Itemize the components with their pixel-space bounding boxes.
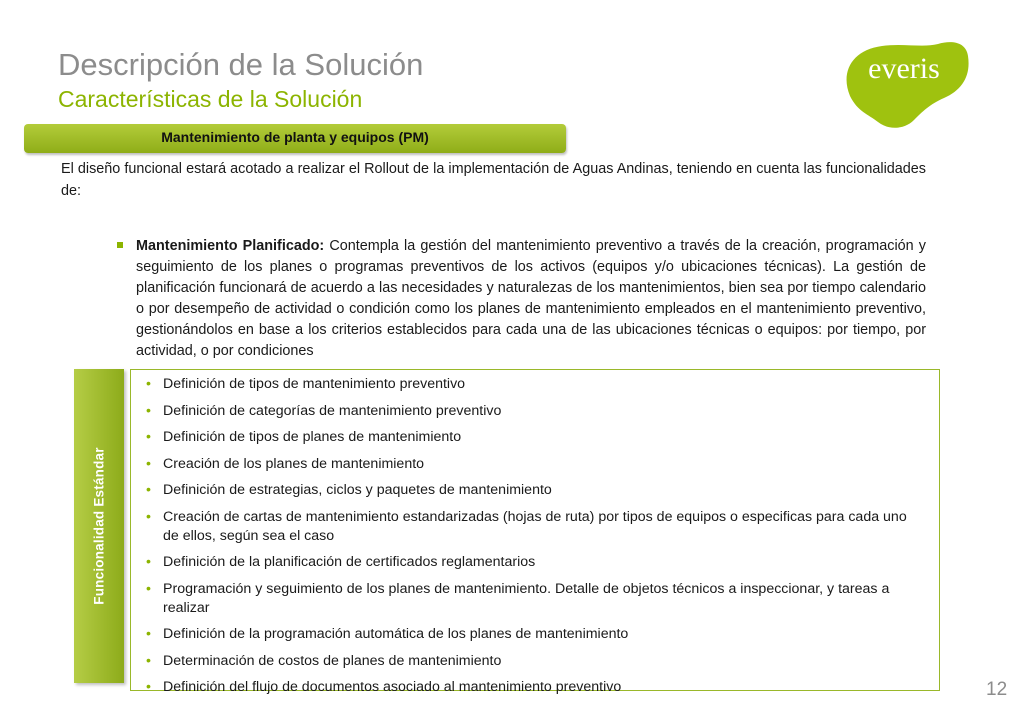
everis-logo-shape [838,38,972,130]
page-subtitle: Características de la Solución [58,86,363,112]
planned-maintenance-heading: Mantenimiento Planificado: [136,238,325,254]
planned-maintenance-body: Contempla la gestión del mantenimiento preventivo a través de la creación, programación y seguimiento de los planes o programas preventivos de los activos (equipos y/o ubicaciones técnicas). La gestión de planificación funcionará de acuerdo a las necesidades y naturalezas de los mantenimientos, bien sea por tiempo calendario o por desempeño de actividad o condición como los planes de mantenimiento empleados en el mantenimiento preventivo, gestionándolos en base a los criterios establecidos para cada una de las ubicaciones técnicas o equipos: por tiempo, por actividad, o por condiciones [136,238,926,359]
logo-text: everis [868,52,940,85]
list-item: • Programación y seguimiento de los planes de mantenimiento. Detalle de objetos técnicos a inspeccionar, y tareas a realizar [146,580,919,618]
list-item: • Definición de la planificación de certificados reglamentarios [146,553,919,572]
standard-functionality-label: Funcionalidad Estándar [91,447,107,605]
page-number: 12 [986,679,1008,700]
planned-maintenance-block [117,236,926,362]
list-item: • Definición de la programación automática de los planes de mantenimiento [146,625,919,644]
list-item: • Creación de cartas de mantenimiento estandarizadas (hojas de ruta) por tipos de equipos o especificas para cada uno de ellos, según sea el caso [146,508,919,546]
list-item: • Definición de categorías de mantenimiento preventivo [146,402,919,421]
everis-logo [838,38,972,130]
list-item: • Definición de tipos de planes de mantenimiento [146,428,919,447]
list-item: • Determinación de costos de planes de mantenimiento [146,652,919,671]
list-item: • Definición de tipos de mantenimiento preventivo [146,375,919,394]
square-bullet-icon [117,242,123,248]
planned-maintenance-text [136,236,926,362]
standard-functionality-tab [74,369,124,683]
page-title: Descripción de la Solución [58,47,424,82]
list-item: • Definición de estrategias, ciclos y paquetes de mantenimiento [146,481,919,500]
intro-paragraph: El diseño funcional estará acotado a realizar el Rollout de la implementación de Aguas Andinas, teniendo en cuenta las funcionalidades de: [61,161,926,199]
section-header-bar: Mantenimiento de planta y equipos (PM) [24,124,566,153]
feature-list-box [130,369,940,695]
list-item: • Creación de los planes de mantenimiento [146,455,919,474]
feature-list [131,370,939,697]
list-item: • Definición del flujo de documentos asociado al mantenimiento preventivo [146,678,919,697]
